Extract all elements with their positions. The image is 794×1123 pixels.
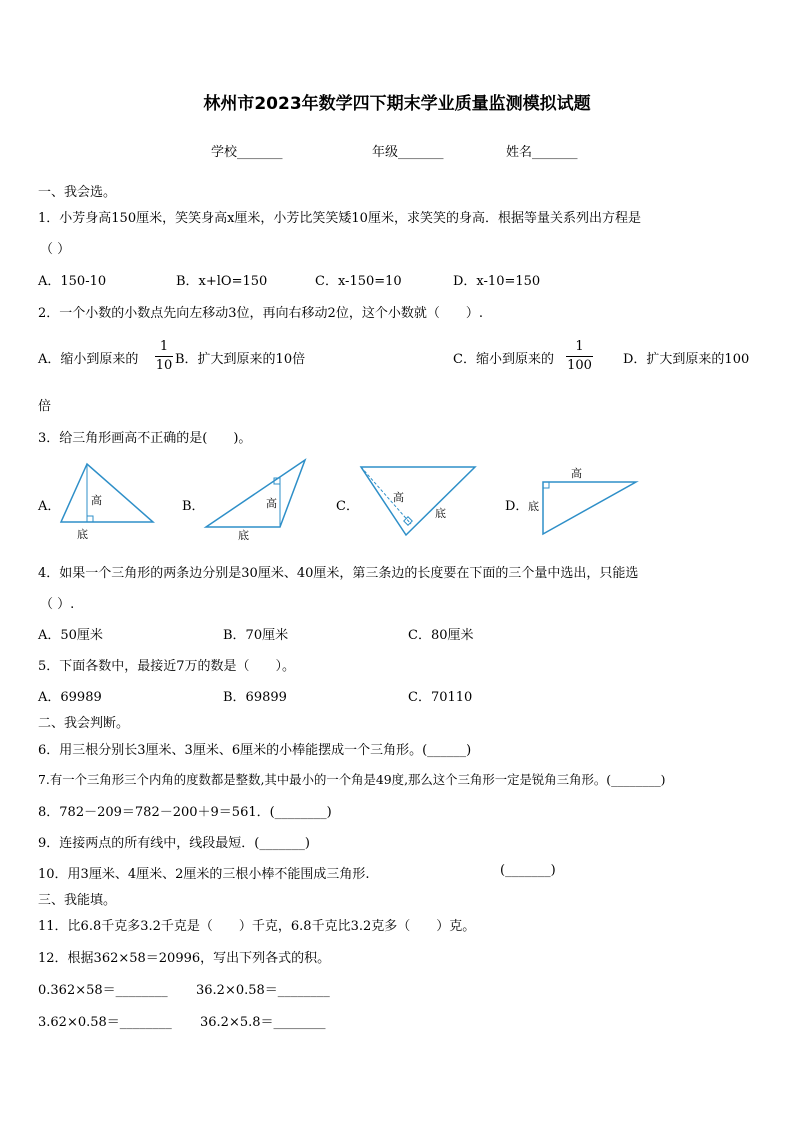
question-4-stem: 4．如果一个三角形的两条边分别是30厘米、40厘米，第三条边的长度要在下面的三个量中选出，只能选	[38, 566, 639, 581]
triangle-c-figure	[356, 462, 481, 542]
question-5-option-b: B．69899	[223, 690, 287, 705]
question-1-stem: 1．小芳身高150厘米，笑笑身高x厘米，小芳比笑笑矮10厘米，求笑笑的身高．根据等量关系列出方程是	[38, 211, 641, 226]
name-field: 姓名_______	[506, 145, 578, 160]
triangle-d-figure	[525, 462, 640, 542]
question-2-option-d-continued: 倍	[38, 399, 52, 414]
question-3-option-b: B．	[182, 499, 205, 514]
question-9: 9．连接两点的所有线中，线段最短．(_______)	[38, 836, 310, 851]
question-5-option-c: C．70110	[408, 690, 473, 705]
question-5-stem: 5．下面各数中，最接近7万的数是（ ）。	[38, 659, 296, 674]
triangle-b-base-label: 底	[238, 529, 249, 542]
expression-3: 3.62×0.58＝________	[38, 1015, 172, 1030]
question-3-option-a: A．	[38, 499, 61, 514]
triangle-d-base-label: 底	[528, 500, 539, 513]
question-4-option-a: A．50厘米	[38, 628, 103, 643]
question-2-option-d: D．扩大到原来的100	[623, 352, 750, 367]
question-2-option-c: C．缩小到原来的	[453, 352, 554, 367]
question-10: 10．用3厘米、4厘米、2厘米的三根小棒不能围成三角形.	[38, 867, 370, 882]
triangle-c-base-label: 底	[435, 507, 446, 520]
triangle-b-height-label: 高	[266, 497, 277, 510]
question-3-option-c: C．	[336, 499, 359, 514]
fraction-one-hundredth: 1 100	[567, 339, 592, 373]
question-1-option-a: A．150-10	[38, 274, 107, 289]
triangle-a-figure	[55, 458, 160, 543]
expression-2: 36.2×0.58＝________	[196, 983, 330, 998]
question-6: 6．用三根分别长3厘米、3厘米、6厘米的小棒能摆成一个三角形。(______)	[38, 743, 472, 758]
grade-field: 年级_______	[372, 145, 444, 160]
question-1-option-b: B．x+lO=150	[176, 274, 268, 289]
question-10-blank: (_______)	[500, 863, 556, 878]
question-3-stem: 3．给三角形画高不正确的是( )。	[38, 431, 252, 446]
question-3-option-d: D．	[505, 499, 529, 514]
question-11: 11．比6.8千克多3.2千克是（ ）千克，6.8千克比3.2克多（ ）克。	[38, 919, 476, 934]
expression-4: 36.2×5.8＝________	[200, 1015, 326, 1030]
section-heading-3: 三、我能填。	[38, 893, 117, 908]
triangle-a-height-label: 高	[91, 494, 102, 507]
question-2-stem: 2．一个小数的小数点先向左移动3位，再向右移动2位，这个小数就（ ）.	[38, 306, 483, 321]
question-1-blank: （ ）	[40, 242, 71, 257]
triangle-c-height-label: 高	[393, 491, 404, 504]
question-4-blank: （ ）.	[40, 597, 75, 612]
question-1-option-d: D．x-10=150	[453, 274, 541, 289]
question-12: 12．根据362×58＝20996，写出下列各式的积。	[38, 951, 331, 966]
question-7: 7.有一个三角形三个内角的度数都是整数,其中最小的一个角是49度,那么这个三角形一定是锐角三角形。(________)	[38, 772, 666, 787]
question-8: 8．782－209＝782－200＋9＝561．(________)	[38, 805, 332, 820]
section-heading-2: 二、我会判断。	[38, 716, 130, 731]
fraction-one-tenth: 1 10	[155, 339, 173, 373]
section-heading-1: 一、我会选。	[38, 185, 117, 200]
school-field: 学校_______	[211, 145, 283, 160]
question-4-option-c: C．80厘米	[408, 628, 474, 643]
expression-1: 0.362×58＝________	[38, 983, 168, 998]
question-5-option-a: A．69989	[38, 690, 102, 705]
triangle-a-base-label: 底	[77, 528, 88, 541]
triangle-d-height-label: 高	[571, 467, 582, 480]
page-title: 林州市2023年数学四下期末学业质量监测模拟试题	[203, 94, 591, 114]
question-2-option-b: B．扩大到原来的10倍	[175, 352, 306, 367]
question-2-option-a: A．缩小到原来的	[38, 352, 139, 367]
triangle-b-figure	[200, 455, 312, 545]
question-1-option-c: C．x-150=10	[315, 274, 402, 289]
question-4-option-b: B．70厘米	[223, 628, 289, 643]
